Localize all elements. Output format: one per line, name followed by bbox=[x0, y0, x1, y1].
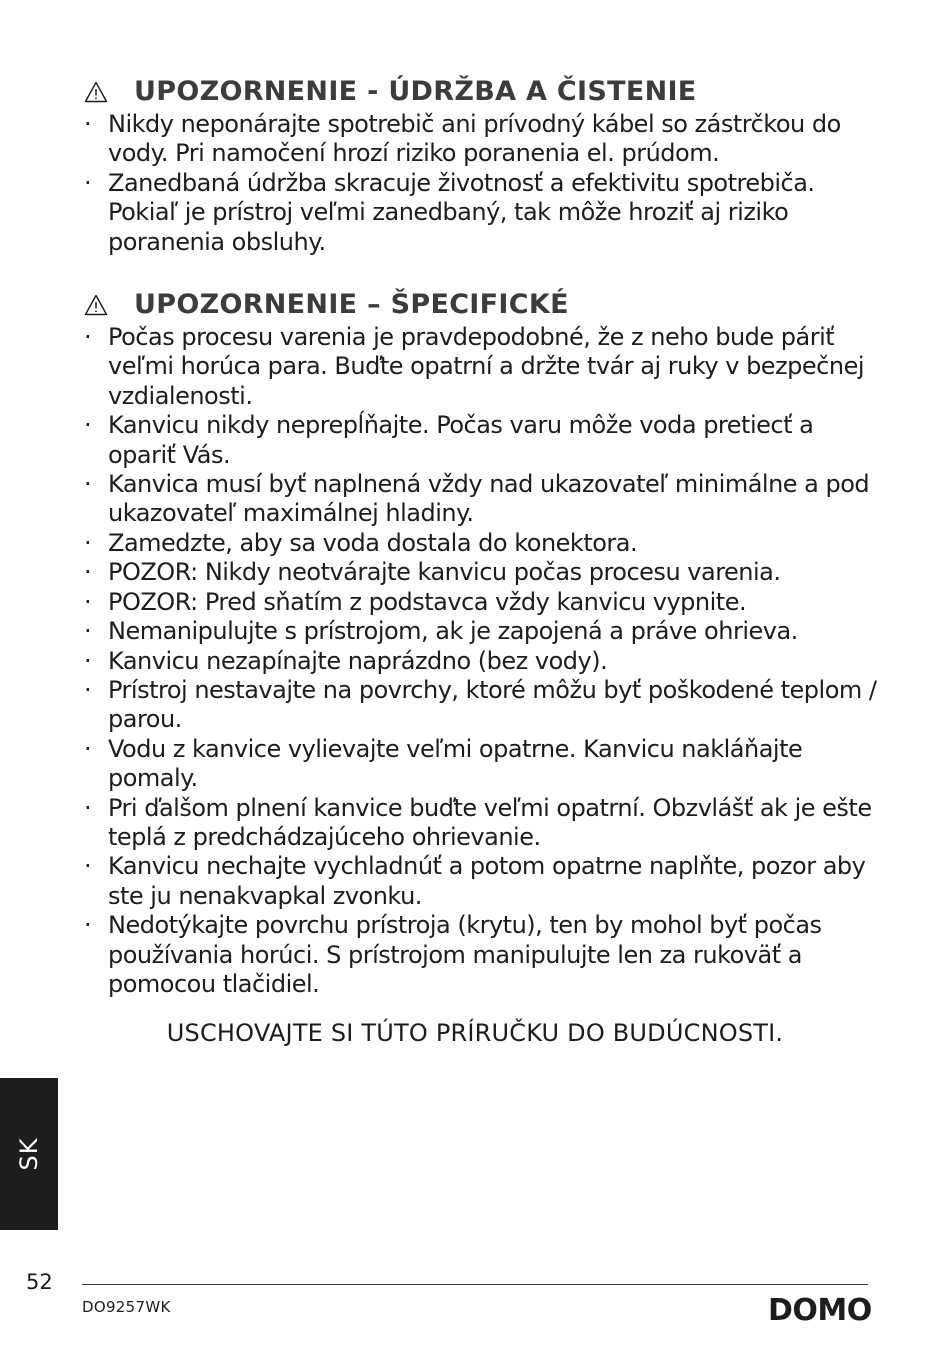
list-item-text: POZOR: Pred sňatím z podstavca vždy kanvicu vypnite. bbox=[108, 587, 747, 616]
list-item-text: Prístroj nestavajte na povrchy, ktoré môžu byť poškodené teplom / parou. bbox=[108, 675, 877, 734]
list-item-text: Nemanipulujte s prístrojom, ak je zapojená a práve ohrieva. bbox=[108, 617, 798, 646]
list-item bbox=[82, 558, 882, 587]
model-number: DO9257WK bbox=[82, 1298, 171, 1316]
list-item-text: Nikdy neponárajte spotrebič ani prívodný kábel so zástrčkou do vody. Pri namočení hrozí riziko poranenia el. prúdom. bbox=[108, 110, 841, 168]
list-item bbox=[82, 647, 882, 676]
list-item-text: Zanedbaná údržba skracuje životnosť a efektivitu spotrebiča. Pokiaľ je prístroj veľmi zanedbaný, tak môže hroziť aj riziko poranenia obsluhy. bbox=[108, 168, 815, 256]
list-item-text: POZOR: Nikdy neotvárajte kanvicu počas procesu varenia. bbox=[108, 558, 781, 587]
section-heading-text: UPOZORNENIE - ÚDRŽBA A ČISTENIE bbox=[134, 76, 697, 107]
warning-triangle-icon bbox=[84, 81, 108, 103]
bullet-dot: · bbox=[84, 675, 92, 704]
section-heading bbox=[82, 74, 882, 110]
list-item-text: Počas procesu varenia je pravdepodobné, že z neho bude páriť veľmi horúca para. Buďte opatrní a držte tvár aj ruky v bezpečnej vzdialenosti. bbox=[108, 323, 865, 410]
keep-manual-note: USCHOVAJTE SI TÚTO PRÍRUČKU DO BUDÚCNOSTI. bbox=[166, 1019, 784, 1047]
list-item bbox=[82, 911, 882, 999]
language-tab-label: SK bbox=[15, 1137, 43, 1171]
list-item-text: Kanvicu nezapínajte naprázdno (bez vody). bbox=[108, 646, 608, 675]
domo-logo: DOMO bbox=[768, 1293, 872, 1328]
list-item-text: Kanvica musí byť naplnená vždy nad ukazovateľ minimálne a pod ukazovateľ maximálnej hladiny. bbox=[108, 470, 870, 528]
warning-list bbox=[82, 110, 882, 257]
bullet-dot: · bbox=[84, 587, 92, 616]
section-heading bbox=[82, 287, 882, 323]
section-heading-text: UPOZORNENIE – ŠPECIFICKÉ bbox=[134, 289, 569, 321]
list-item bbox=[82, 470, 882, 529]
list-item bbox=[82, 169, 882, 257]
list-item bbox=[82, 588, 882, 617]
bullet-dot: · bbox=[84, 528, 92, 557]
list-item bbox=[82, 676, 882, 735]
list-item bbox=[82, 617, 882, 646]
list-item bbox=[82, 529, 882, 558]
bullet-dot: · bbox=[84, 646, 92, 675]
list-item bbox=[82, 323, 882, 411]
section-maintenance bbox=[82, 74, 882, 257]
list-item-text: Zamedzte, aby sa voda dostala do konektora. bbox=[108, 528, 638, 557]
language-tab bbox=[0, 1078, 58, 1230]
bullet-dot: · bbox=[84, 323, 92, 352]
warning-list bbox=[82, 323, 882, 999]
bullet-dot: · bbox=[84, 558, 92, 587]
list-item bbox=[82, 110, 882, 169]
list-item-text: Nedotýkajte povrchu prístroja (krytu), ten by mohol byť počas používania horúci. S prístrojom manipulujte len za rukoväť a pomocou tlačidiel. bbox=[108, 911, 822, 998]
list-item-text: Pri ďalšom plnení kanvice buďte veľmi opatrní. Obzvlášť ak je ešte teplá z predchádzajúceho ohrievanie. bbox=[108, 793, 872, 851]
bullet-dot: · bbox=[84, 734, 92, 763]
list-item-text: Kanvicu nechajte vychladnúť a potom opatrne naplňte, pozor aby ste ju nenakvapkal zvonku. bbox=[108, 852, 866, 910]
warning-triangle-icon bbox=[84, 294, 108, 316]
bullet-dot: · bbox=[84, 110, 92, 138]
bullet-dot: · bbox=[84, 411, 92, 440]
list-item bbox=[82, 411, 882, 470]
bullet-dot: · bbox=[84, 470, 92, 499]
bullet-dot: · bbox=[84, 617, 92, 646]
list-item bbox=[82, 852, 882, 911]
bullet-dot: · bbox=[84, 793, 92, 822]
bullet-dot: · bbox=[84, 852, 92, 881]
list-item bbox=[82, 794, 882, 853]
page-number: 52 bbox=[26, 1270, 53, 1294]
list-item bbox=[82, 735, 882, 794]
list-item-text: Vodu z kanvice vylievajte veľmi opatrne. Kanvicu nakláňajte pomaly. bbox=[108, 734, 803, 793]
bullet-dot: · bbox=[84, 168, 92, 197]
bullet-dot: · bbox=[84, 911, 92, 940]
footer-divider bbox=[82, 1284, 868, 1285]
list-item-text: Kanvicu nikdy neprepĺňajte. Počas varu môže voda pretiecť a opariť Vás. bbox=[108, 411, 814, 469]
section-specific bbox=[82, 287, 882, 999]
manual-content bbox=[82, 74, 882, 1029]
